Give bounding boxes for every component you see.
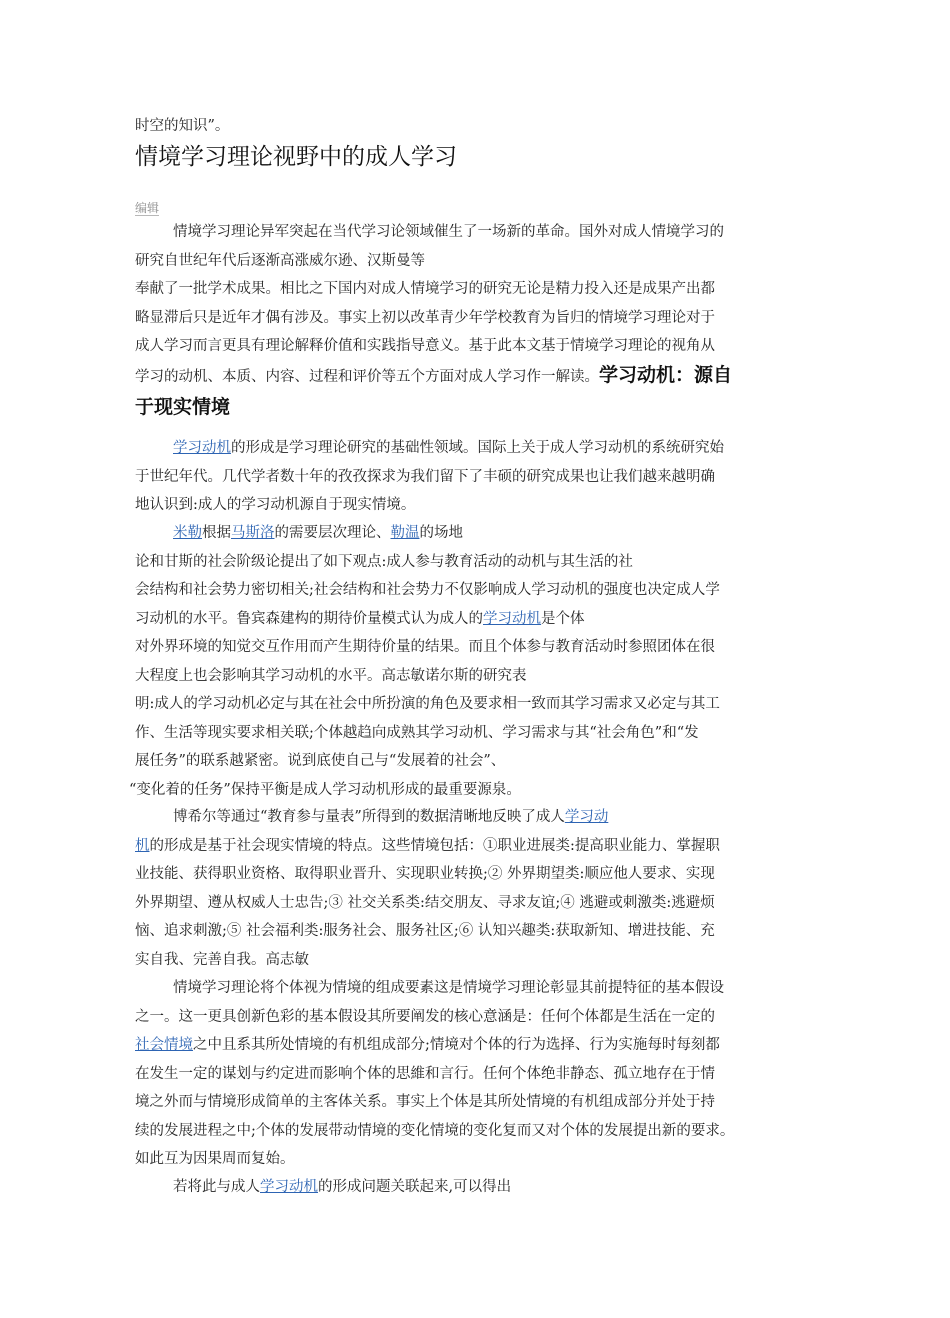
text-line: [135, 1173, 820, 1202]
text-segment: 学习的动机、本质、内容、过程和评价等五个方面对成人学习作一解读。: [135, 368, 599, 385]
text-line: [135, 434, 820, 463]
text-line: 会结构和社会势力密切相关;社会结构和社会势力不仅影响成人学习动机的强度也决定成人学: [135, 582, 720, 598]
text-segment: 的形成是基于社会现实情境的特点。这些情境包括：①职业进展类:提高职业能力、掌握职: [149, 837, 720, 854]
text-line: 如此互为因果周而复始。: [135, 1151, 295, 1167]
text-line: 之一。这一更具创新色彩的基本假设其所要阐发的核心意涵是：任何个体都是生活在一定的: [135, 1008, 715, 1025]
text-segment: 博希尔等通过“教育参与量表”所得到的数据清晰地反映了成人: [173, 809, 565, 825]
text-line: 情境学习理论将个体视为情境的组成要素这是情境学习理论彰显其前提特征的基本假设: [173, 980, 724, 996]
subheading-part2: 于现实情境: [135, 396, 231, 418]
link-learning-motivation[interactable]: 学习动机: [173, 440, 231, 456]
edit-label[interactable]: 编辑: [135, 201, 160, 215]
text-line: [135, 393, 820, 422]
text-line: [135, 519, 820, 548]
subheading-part1: 学习动机：源自: [599, 363, 733, 386]
text-segment: 习动机的水平。鲁宾森建构的期待价量模式认为成人的: [135, 610, 483, 627]
link-learning-motivation-4[interactable]: 学习动机: [260, 1179, 318, 1195]
text-line: 地认识到:成人的学习动机源自于现实情境。: [135, 497, 416, 513]
text-line: 作、生活等现实要求相关联;个体越趋向成熟其学习动机、学习需求与其“社会角色”和“发: [135, 724, 699, 741]
fragment-line: 时空的知识”。: [135, 118, 230, 134]
paragraph-situated-theory: [135, 974, 820, 1174]
text-segment: 是个体: [541, 610, 585, 627]
text-line: 业技能、获得职业资格、取得职业晋升、实现职业转换;② 外界期望类:顺应他人要求、实现: [135, 866, 715, 882]
section-title: 情境学习理论视野中的成人学习: [135, 144, 457, 170]
text-line: 续的发展进程之中;个体的发展带动情境的变化情境的变化复而又对个体的发展提出新的要求。: [135, 1122, 735, 1139]
link-learning-motivation-3a[interactable]: 学习动: [564, 809, 609, 825]
paragraph-theories: [129, 519, 820, 804]
edit-link[interactable]: [135, 199, 159, 216]
text-segment: 若将此与成人: [173, 1179, 260, 1195]
paragraph-boshier: [135, 803, 820, 974]
text-line: 境之外而与情境形成简单的主客体关系。事实上个体是其所处情境的有机组成部分并处于持: [135, 1094, 715, 1110]
text-segment: 的需要层次理论、: [274, 525, 391, 541]
text-line: 明:成人的学习动机必定与其在社会中所扮演的角色及要求相一致而其学习需求又必定与其工: [135, 696, 720, 712]
link-learning-motivation-3b[interactable]: 机: [135, 837, 150, 854]
link-social-situation[interactable]: 社会情境: [135, 1037, 193, 1053]
text-line: [135, 803, 820, 832]
text-line: 略显滞后只是近年才偶有涉及。事实上初以改革青少年学校教育为旨归的情境学习理论对于: [135, 309, 715, 326]
text-line: 奉献了一批学术成果。相比之下国内对成人情境学习的研究无论是精力投入还是成果产出都: [135, 281, 715, 297]
text-line: 于世纪年代。几代学者数十年的孜孜探求为我们留下了丰硕的研究成果也让我们越来越明确: [135, 468, 715, 485]
paragraph-conclusion: [135, 1173, 820, 1202]
text-line: 大程度上也会影响其学习动机的水平。高志敏诺尔斯的研究表: [135, 667, 527, 684]
link-lewin[interactable]: 勒温: [390, 525, 420, 541]
paragraph-intro: [135, 218, 820, 422]
text-line: 展任务”的联系越紧密。说到底使自己与“发展着的社会”、: [135, 753, 506, 769]
text-line: 成人学习而言更具有理论解释价值和实践指导意义。基于此本文基于情境学习理论的视角从: [135, 338, 715, 354]
text-line: [135, 361, 820, 390]
link-miller[interactable]: 米勒: [173, 525, 202, 541]
text-segment: 根据: [202, 525, 231, 541]
link-maslow[interactable]: 马斯洛: [231, 525, 275, 541]
text-segment: 的形成问题关联起来,可以得出: [318, 1179, 512, 1195]
text-segment: 之中且系其所处情境的有机组成部分;情境对个体的行为选择、行为实施每时每刻都: [193, 1037, 720, 1053]
text-line: 在发生一定的谋划与约定进而影响个体的思維和言行。任何个体绝非静态、孤立地存在于情: [135, 1065, 715, 1082]
text-line: 研究自世纪年代后逐渐高涨威尔逊、汉斯曼等: [135, 252, 425, 269]
text-line: [135, 1031, 820, 1060]
text-segment: 的场地: [419, 525, 463, 541]
text-line: 恼、追求刺激;⑤ 社会福利类:服务社会、服务社区;⑥ 认知兴趣类:获取新知、增进技能、充: [135, 923, 715, 939]
text-line: 对外界环境的知觉交互作用而产生期待价量的结果。而且个体参与教育活动时参照团体在很: [135, 639, 715, 655]
text-line: 情境学习理论异军突起在当代学习论领域催生了一场新的革命。国外对成人情境学习的: [173, 224, 724, 240]
text-line: 外界期望、遵从权威人士忠告;③ 社交关系类:结交朋友、寻求友谊;④ 逃避或刺激类:逃避烦: [135, 894, 715, 911]
text-line: [135, 605, 820, 634]
text-line: 论和甘斯的社会阶级论提出了如下观点:成人参与教育活动的动机与其生活的社: [135, 553, 633, 570]
paragraph-motivation: [135, 434, 820, 520]
text-line: [135, 832, 820, 861]
text-line: 实自我、完善自我。高志敏: [135, 951, 309, 968]
text-line: “变化着的任务”保持平衡是成人学习动机形成的最重要源泉。: [129, 781, 521, 798]
link-learning-motivation-2[interactable]: 学习动机: [483, 610, 541, 627]
text-segment: 的形成是学习理论研究的基础性领域。国际上关于成人学习动机的系统研究始: [231, 440, 724, 456]
